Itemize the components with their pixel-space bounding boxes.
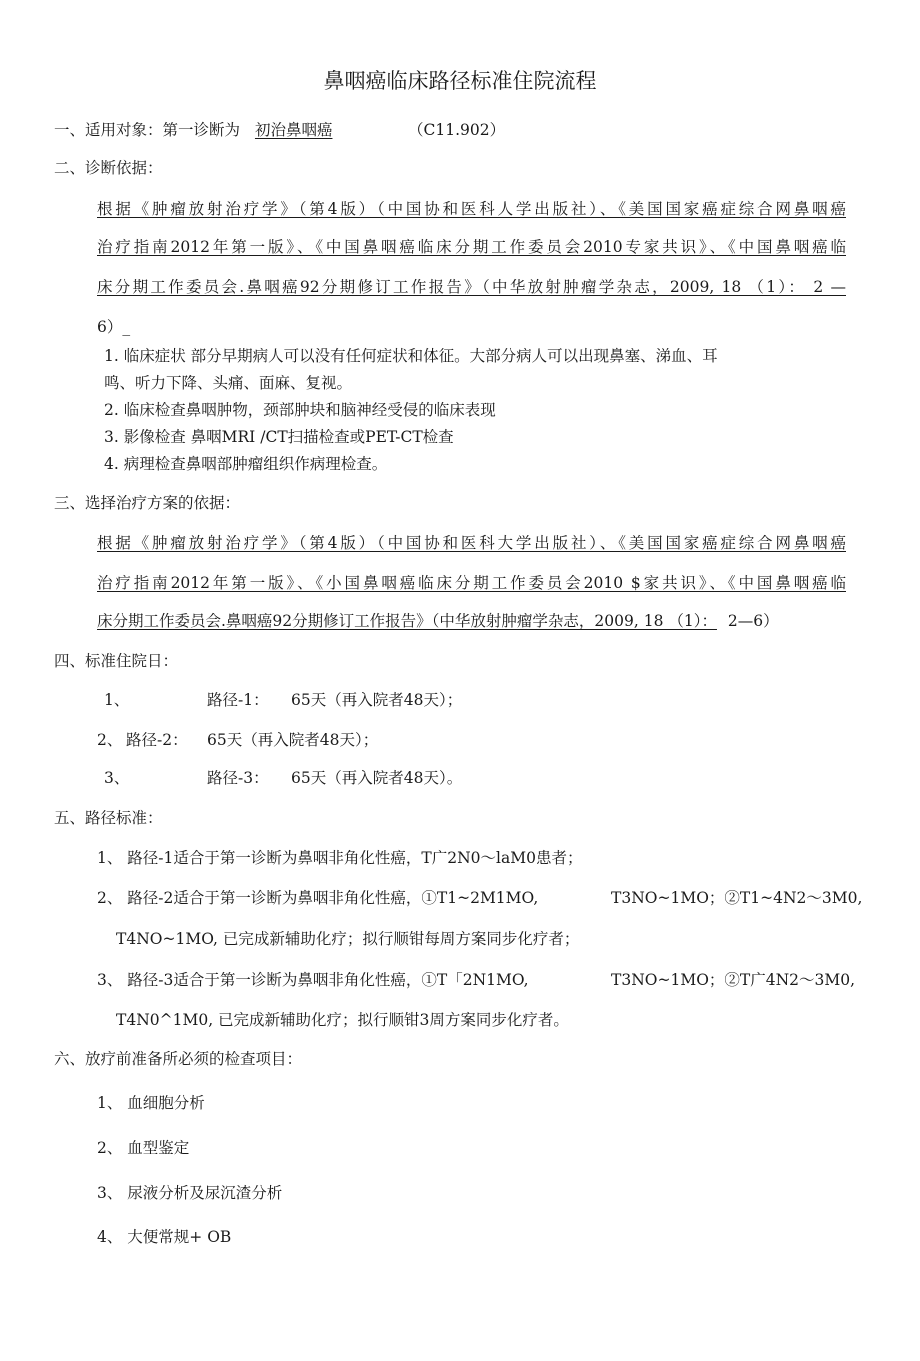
section-4-heading: 四、标准住院日： — [54, 652, 179, 670]
section-6-heading: 六、放疗前准备所必须的检查项目： — [54, 1050, 303, 1068]
s2-item-2: 2. 临床检查鼻咽肿物，颈部肿块和脑神经受侵的临床表现 — [104, 401, 496, 419]
criteria-path-3-b: T3NO~1MO；②T广4N2～3M0, — [611, 971, 856, 989]
path-3-value: 65天（再入院者48天）。 — [291, 769, 463, 787]
s3-basis-line-3-tail: 2—6） — [727, 612, 779, 630]
criteria-path-2-b: T3NO~1MO；②T1~4N2～3M0, — [611, 889, 863, 907]
s2-basis-line-3: 床分期工作委员会.鼻咽癌92分期修订工作报告》（中华放射肿瘤学杂志，2009, 18 （1）： 2 — — [97, 278, 846, 296]
path-2-label: 路径-2： — [126, 731, 188, 749]
diagnosis-code: （C11.902） — [408, 121, 506, 139]
s2-item-3: 3. 影像检查 鼻咽MRI /CT扫描检查或PET-CT检查 — [104, 428, 454, 446]
path-1-value: 65天（再入院者48天）； — [291, 691, 463, 709]
document-title: 鼻咽癌临床路径标准住院流程 — [323, 69, 597, 93]
path-3-label: 路径-3： — [207, 769, 269, 787]
path-2-num: 2、 — [97, 731, 123, 749]
section-1-heading — [54, 120, 332, 140]
exam-item-1: 1、 血细胞分析 — [97, 1094, 205, 1112]
criteria-path-3-c: T4N0^1M0, 已完成新辅助化疗；拟行顺钳3周方案同步化疗者。 — [116, 1011, 569, 1029]
section-5-heading: 五、路径标准： — [54, 809, 163, 827]
section-3-heading: 三、选择治疗方案的依据： — [54, 494, 241, 512]
s2-item-4: 4. 病理检查鼻咽部肿瘤组织作病理检查。 — [104, 455, 388, 473]
s3-basis-line-1: 根据《肿瘤放射治疗学》（第4版）（中国协和医科大学出版社）、《美国国家癌症综合网鼻咽癌 — [97, 534, 846, 552]
exam-item-4: 4、 大便常规+ OB — [97, 1228, 232, 1246]
s3-basis-line-3-text: 床分期工作委员会.鼻咽癌92分期修订工作报告》（中华放射肿瘤学杂志，2009, 18 （1）： — [97, 612, 717, 630]
s2-item-1-cont: 鸣、听力下降、头痛、面麻、复视。 — [104, 374, 353, 392]
criteria-path-2-c: T4NO~1MO, 已完成新辅助化疗；拟行顺钳每周方案同步化疗者； — [116, 930, 580, 948]
s2-basis-line-4: 6）_ — [97, 318, 131, 336]
path-1-label: 路径-1： — [207, 691, 269, 709]
section-2-heading: 二、诊断依据： — [54, 159, 163, 177]
s3-basis-line-3 — [97, 611, 779, 631]
path-2-value: 65天（再入院者48天）； — [207, 731, 379, 749]
s3-basis-line-2: 治疗指南2012年第一版》、《小国鼻咽癌临床分期工作委员会2010 $家共识》、《中国鼻咽癌临 — [97, 574, 846, 592]
path-3-num: 3、 — [104, 769, 130, 787]
section-1-label: 一、适用对象：第一诊断为 — [54, 121, 241, 139]
s2-item-1: 1. 临床症状 部分早期病人可以没有任何症状和体征。大部分病人可以出现鼻塞、涕血、耳 — [104, 347, 718, 365]
criteria-path-2-a: 2、 路径-2适合于第一诊断为鼻咽非角化性癌，①T1~2M1MO, — [97, 889, 539, 907]
s2-basis-line-1: 根据《肿瘤放射治疗学》（第4版）（中国协和医科人学出版社）、《美国国家癌症综合网鼻咽癌 — [97, 200, 846, 218]
diagnosis-name: 初治鼻咽癌 — [254, 121, 333, 139]
exam-item-2: 2、 血型鉴定 — [97, 1139, 190, 1157]
criteria-path-1: 1、 路径-1适合于第一诊断为鼻咽非角化性癌，T广2N0～laM0患者； — [97, 849, 583, 867]
criteria-path-3-a: 3、 路径-3适合于第一诊断为鼻咽非角化性癌，①T「2N1MO, — [97, 971, 529, 989]
exam-item-3: 3、 尿液分析及尿沉渣分析 — [97, 1184, 283, 1202]
s2-basis-line-2: 治疗指南2012年第一版》、《中国鼻咽癌临床分期工作委员会2010专家共识》、《中国鼻咽癌临 — [97, 238, 846, 256]
path-1-num: 1、 — [104, 691, 130, 709]
